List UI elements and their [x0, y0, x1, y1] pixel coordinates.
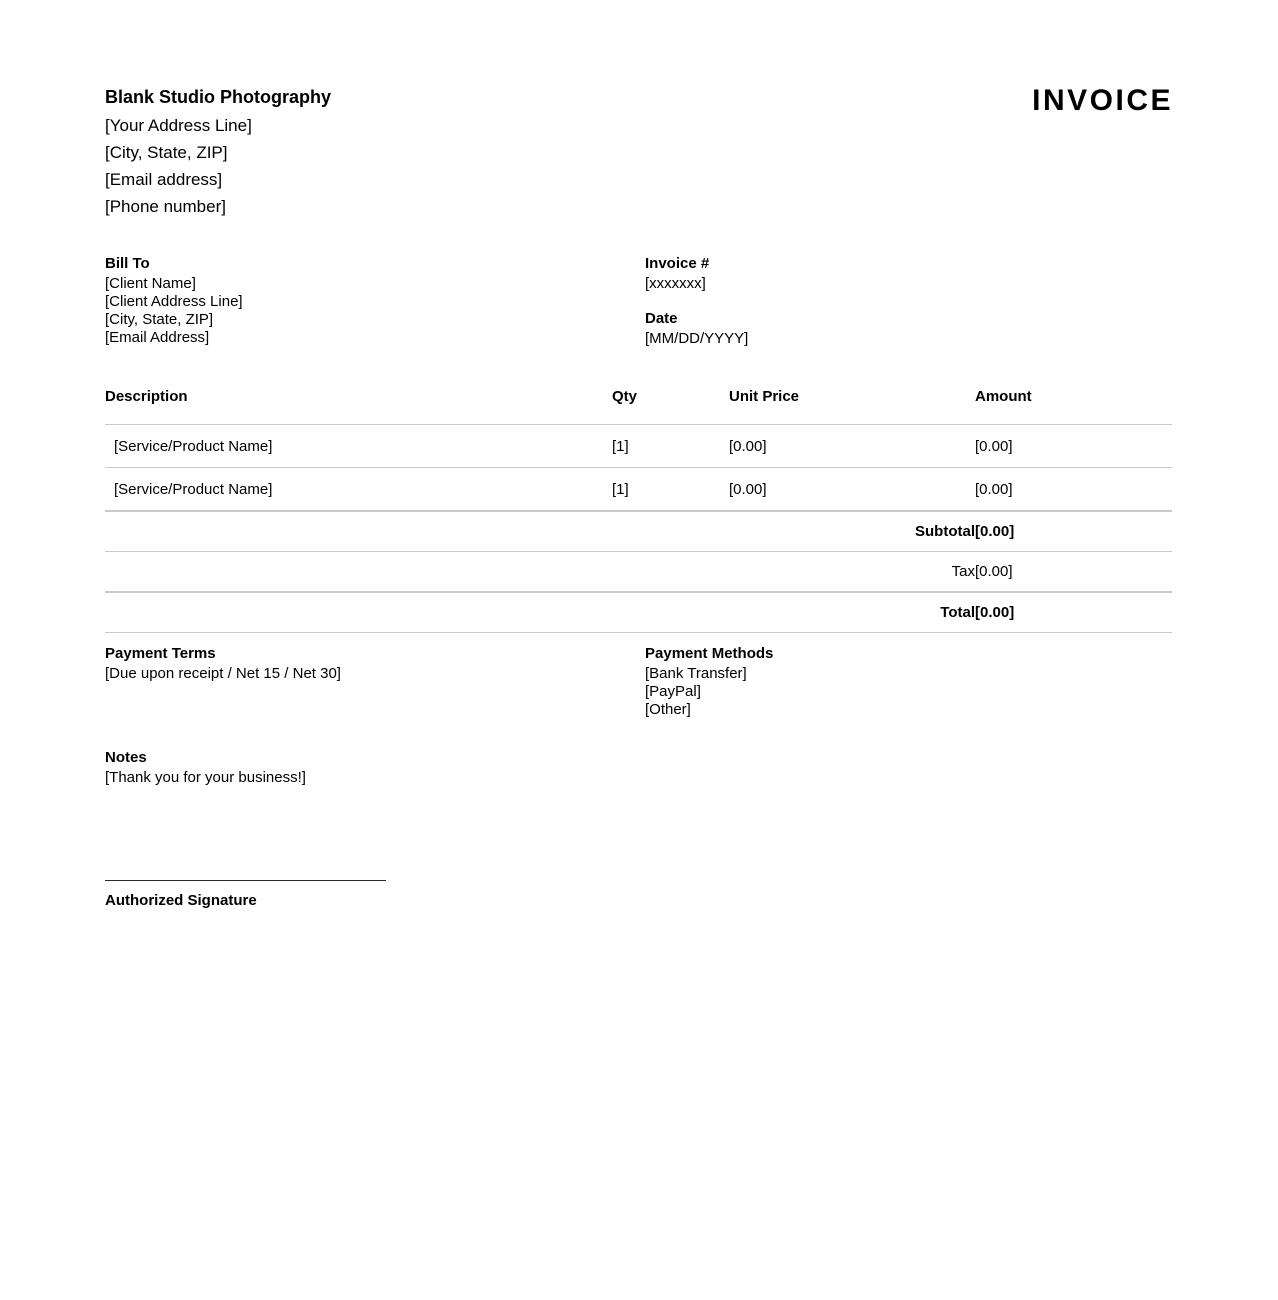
signature-label: Authorized Signature [105, 892, 257, 909]
invoice-date-label: Date [645, 310, 678, 327]
item-qty: [1] [612, 468, 729, 512]
item-qty: [1] [612, 425, 729, 468]
payment-method-other: [Other] [645, 701, 691, 718]
item-unit-price: [0.00] [729, 468, 975, 512]
signature-block [105, 880, 386, 910]
payment-methods-label: Payment Methods [645, 645, 774, 662]
invoice-number-value: [xxxxxxx] [645, 275, 706, 292]
total-value: [0.00] [975, 592, 1172, 633]
column-header-unit-price: Unit Price [729, 388, 975, 425]
payment-section [105, 643, 1173, 719]
company-email: [Email address] [105, 170, 223, 189]
payment-terms-value: [Due upon receipt / Net 15 / Net 30] [105, 665, 341, 682]
payment-terms-label: Payment Terms [105, 645, 216, 662]
item-description: [Service/Product Name] [105, 425, 612, 468]
subtotal-row [105, 511, 1172, 552]
invoice-meta-block [645, 253, 1173, 348]
client-email: [Email Address] [105, 329, 210, 346]
client-city-state-zip: [City, State, ZIP] [105, 311, 214, 328]
table-header-row [105, 388, 1172, 425]
column-header-description: Description [105, 388, 612, 425]
tax-value: [0.00] [975, 552, 1172, 593]
tax-label: Tax [729, 552, 975, 593]
line-items-table [105, 388, 1172, 633]
bill-to-label: Bill To [105, 255, 150, 272]
invoice-date-value: [MM/DD/YYYY] [645, 330, 749, 347]
notes-block [105, 747, 306, 787]
subtotal-spacer-2 [612, 511, 729, 552]
parties-section [105, 253, 1173, 348]
company-address-line-1: [Your Address Line] [105, 116, 252, 135]
payment-method-bank-transfer: [Bank Transfer] [645, 665, 747, 682]
bill-to-block [105, 253, 645, 348]
company-name: Blank Studio Photography [105, 87, 332, 107]
column-header-amount: Amount [975, 388, 1172, 425]
company-phone: [Phone number] [105, 197, 226, 216]
item-amount: [0.00] [975, 468, 1172, 512]
tax-spacer-2 [612, 552, 729, 593]
payment-terms-block [105, 643, 645, 719]
document-header [105, 84, 1173, 220]
line-items-section [105, 388, 1172, 633]
column-header-qty: Qty [612, 388, 729, 425]
company-address-line-2: [City, State, ZIP] [105, 143, 228, 162]
item-amount: [0.00] [975, 425, 1172, 468]
company-info-block [105, 84, 331, 220]
tax-spacer [105, 552, 612, 593]
subtotal-label: Subtotal [729, 511, 975, 552]
total-row [105, 592, 1172, 633]
total-spacer [105, 592, 612, 633]
total-spacer-2 [612, 592, 729, 633]
payment-method-paypal: [PayPal] [645, 683, 701, 700]
total-label: Total [729, 592, 975, 633]
subtotal-spacer [105, 511, 612, 552]
document-title: INVOICE [1032, 84, 1173, 117]
meta-spacer [645, 293, 1173, 308]
table-row [105, 468, 1172, 512]
item-description: [Service/Product Name] [105, 468, 612, 512]
tax-row [105, 552, 1172, 593]
payment-methods-block [645, 643, 1173, 719]
client-name: [Client Name] [105, 275, 196, 292]
item-unit-price: [0.00] [729, 425, 975, 468]
subtotal-value: [0.00] [975, 511, 1172, 552]
notes-label: Notes [105, 749, 147, 766]
invoice-number-label: Invoice # [645, 255, 710, 272]
signature-line [105, 880, 386, 881]
client-address-line: [Client Address Line] [105, 293, 243, 310]
notes-value: [Thank you for your business!] [105, 769, 306, 786]
table-row [105, 425, 1172, 468]
